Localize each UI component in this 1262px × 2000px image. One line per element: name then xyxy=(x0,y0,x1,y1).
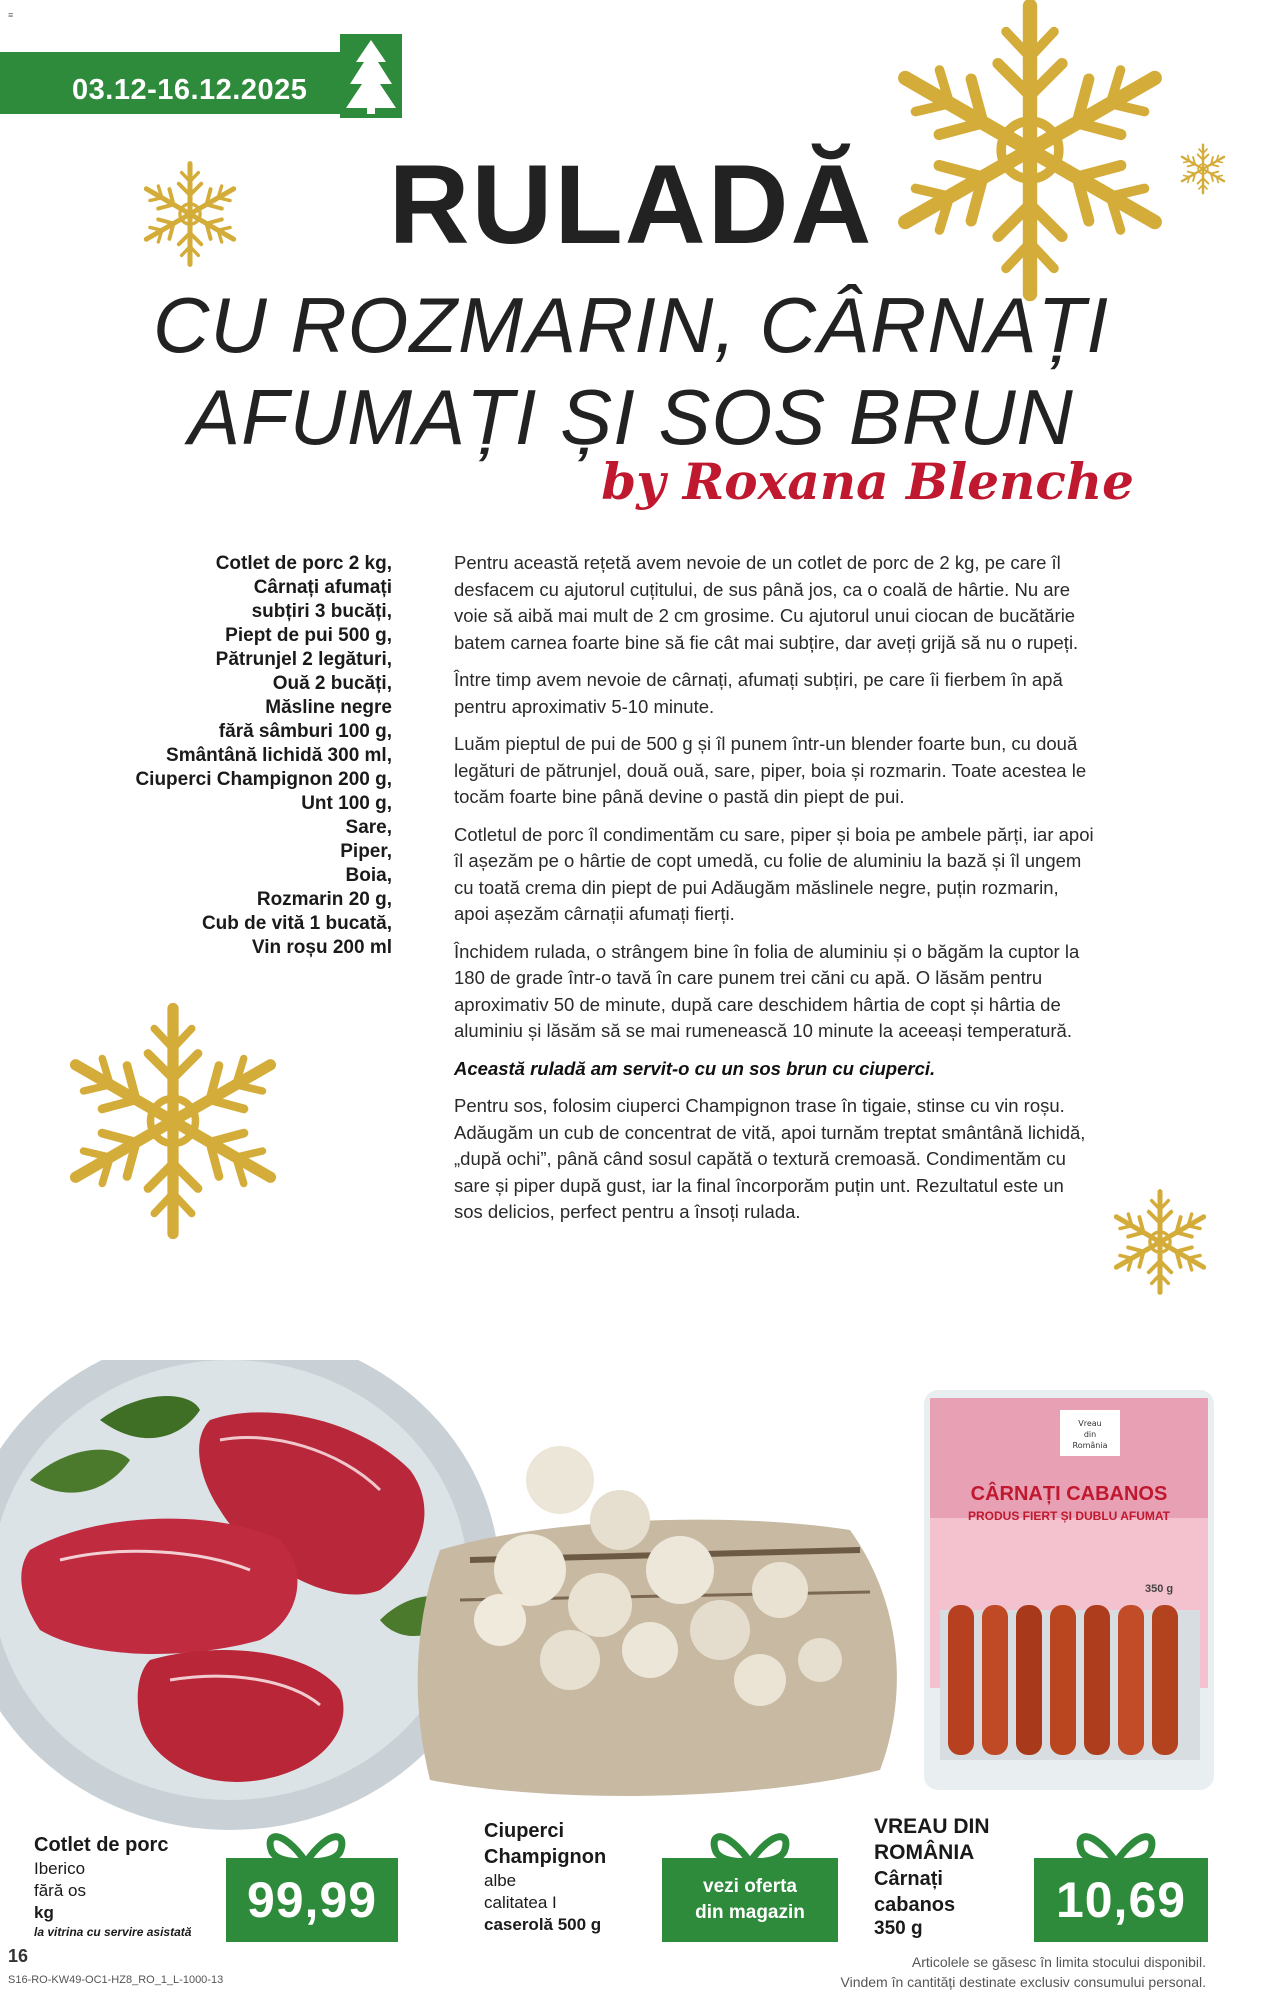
product-detail: fără os xyxy=(34,1881,86,1900)
ingredient-line: subțiri 3 bucăți, xyxy=(251,601,392,622)
print-code: S16-RO-KW49-OC1-HZ8_RO_1_L-1000-13 xyxy=(8,1974,224,1986)
package-brand-line3: România xyxy=(1072,1441,1108,1450)
product-name: Champignon xyxy=(484,1846,607,1868)
cta-line: vezi oferta xyxy=(703,1876,797,1897)
package-subtitle: PRODUS FIERT ȘI DUBLU AFUMAT xyxy=(968,1509,1170,1523)
recipe-highlight: Această ruladă am servit-o cu un sos brun cu ciuperci. xyxy=(454,1057,936,1079)
price-value: 99,99 xyxy=(246,1872,378,1928)
recipe-paragraph: Pentru sos, folosim ciuperci Champignon trase în tigaie, stinse cu vin roșu. Adăugăm un cub de concentrat de vită, apoi turnăm treptat smântână lichidă, „după ochi”, până când sosul capătă o textură cremoasă. Condimentăm cu sare și piper după gust, iar la final încorporăm puțin unt. Rezultatul este un sos delicios, perfect pentru a însoți rulada. xyxy=(454,1095,1086,1222)
product-name: cabanos xyxy=(874,1894,956,1916)
disclaimer xyxy=(746,1952,1206,1992)
recipe-instructions xyxy=(454,550,1094,1237)
package-brand-line2: din xyxy=(1083,1430,1097,1439)
corner-mark: ≡ xyxy=(8,10,14,20)
origin-label: VREAU DIN xyxy=(874,1815,990,1838)
product-unit: kg xyxy=(34,1903,54,1922)
ingredient-line: Sare, xyxy=(345,817,392,838)
product-photos xyxy=(0,1360,1262,1830)
recipe-author: by Roxana Blenche xyxy=(601,452,1134,511)
ingredient-line: Rozmarin 20 g, xyxy=(256,889,392,910)
ingredient-line: Vin roșu 200 ml xyxy=(251,937,392,958)
package-title: CÂRNAȚI CABANOS xyxy=(970,1483,1168,1505)
disclaimer-line: Articolele se găsesc în limita stocului disponibil. xyxy=(911,1954,1206,1970)
product-name: Cârnați xyxy=(874,1868,943,1890)
product-detail: calitatea I xyxy=(484,1893,557,1912)
product-package: caserolă 500 g xyxy=(484,1915,602,1934)
price-tag-cabanos xyxy=(1034,1858,1208,1942)
product-detail: Iberico xyxy=(34,1859,86,1878)
ingredient-line: Smântână lichidă 300 ml, xyxy=(166,745,392,766)
price-value: 10,69 xyxy=(1055,1872,1187,1928)
product-ciuperci-info xyxy=(484,1818,606,1936)
snowflake-icon xyxy=(48,996,298,1246)
product-detail: albe xyxy=(484,1871,517,1890)
product-cotlet-info xyxy=(34,1832,191,1940)
steak-plate-image xyxy=(0,1360,500,1830)
recipe-paragraph: Închidem rulada, o strângem bine în folia de aluminiu și o băgăm la cuptor la 180 de grade într-o tavă în care punem trei căni cu apă. O lăsăm pentru aproximativ 50 de minute, după care deschidem hârtia de copt și hârtia de aluminiu și lăsăm să se mai rumenească 10 minute la aceeași temperatură. xyxy=(454,940,1080,1041)
product-weight: 350 g xyxy=(874,1918,923,1939)
disclaimer-line: Vindem în cantități destinate exclusiv consumului personal. xyxy=(840,1974,1206,1990)
ingredient-line: Măsline negre xyxy=(265,697,392,718)
product-name: Cotlet de porc xyxy=(34,1834,169,1856)
product-note: la vitrina cu servire asistată xyxy=(34,1925,192,1939)
ingredient-line: Pătrunjel 2 legături, xyxy=(215,649,392,670)
ingredient-line: Piper, xyxy=(340,841,392,862)
recipe-paragraph: Între timp avem nevoie de cârnați, afumați subțiri, pe care îi fierbem în apă pentru aproximativ 5-10 minute. xyxy=(454,669,1063,717)
ingredient-line: fără sâmburi 100 g, xyxy=(218,721,392,742)
price-tag-cotlet xyxy=(226,1858,398,1942)
ingredient-line: Cârnați afumați xyxy=(253,577,392,598)
recipe-paragraph: Luăm pieptul de pui de 500 g și îl punem într-un blender foarte bun, cu două legături de pătrunjel, două ouă, sare, piper, boia și rozmarin. Toate acestea le tocăm foarte bine până devine o pastă din piept de pui. xyxy=(454,733,1087,807)
see-offer-in-store[interactable] xyxy=(662,1858,838,1942)
ingredient-line: Unt 100 g, xyxy=(301,793,392,814)
snowflake-icon xyxy=(1104,1186,1216,1298)
fir-tree-icon xyxy=(340,34,402,118)
recipe-paragraph: Pentru această rețetă avem nevoie de un cotlet de porc de 2 kg, pe care îl desfacem cu ajutorul cuțitului, de sus până jos, ca o coală de hârtie. Nu are voie să aibă mai mult de 2 cm grosime. Cu ajutorul unui ciocan de bucătărie batem carnea foarte bine să fie cât mai subțire, dar aveți grijă să nu o rupeți. xyxy=(454,552,1079,653)
ingredient-line: Cotlet de porc 2 kg, xyxy=(215,553,392,574)
ingredient-line: Boia, xyxy=(345,865,392,886)
recipe-paragraph: Cotletul de porc îl condimentăm cu sare, piper și boia pe ambele părți, iar apoi îl așezăm pe o hârtie de copt umedă, cu folie de aluminiu la bază și îl ungem cu toată crema din piept de pui Adăugăm măslinele negre, puțin rozmarin, apoi așezăm cârnații afumați fierți. xyxy=(454,823,1094,924)
ingredients-list xyxy=(90,552,392,960)
recipe-title: RULADĂ xyxy=(388,142,874,267)
page-number: 16 xyxy=(8,1946,29,1966)
cta-line: din magazin xyxy=(695,1902,805,1923)
ingredient-line: Ouă 2 bucăți, xyxy=(272,673,392,694)
product-name: Ciuperci xyxy=(484,1820,565,1842)
ingredient-line: Cub de vită 1 bucată, xyxy=(201,913,392,934)
recipe-subtitle-line1: CU ROZMARIN, CÂRNAȚI xyxy=(153,281,1109,369)
ingredient-line: Ciuperci Champignon 200 g, xyxy=(135,769,392,790)
recipe-subtitle-line2: AFUMAȚI ȘI SOS BRUN xyxy=(188,373,1074,461)
package-brand-line1: Vreau xyxy=(1078,1419,1102,1428)
mushrooms-image xyxy=(418,1446,897,1796)
sausage-package-image xyxy=(924,1390,1214,1790)
package-weight: 350 g xyxy=(1145,1583,1174,1595)
product-cabanos-info xyxy=(874,1814,990,1940)
ingredient-line: Piept de pui 500 g, xyxy=(225,625,392,646)
origin-label: ROMÂNIA xyxy=(874,1841,975,1864)
offer-date-range: 03.12-16.12.2025 xyxy=(72,74,308,106)
